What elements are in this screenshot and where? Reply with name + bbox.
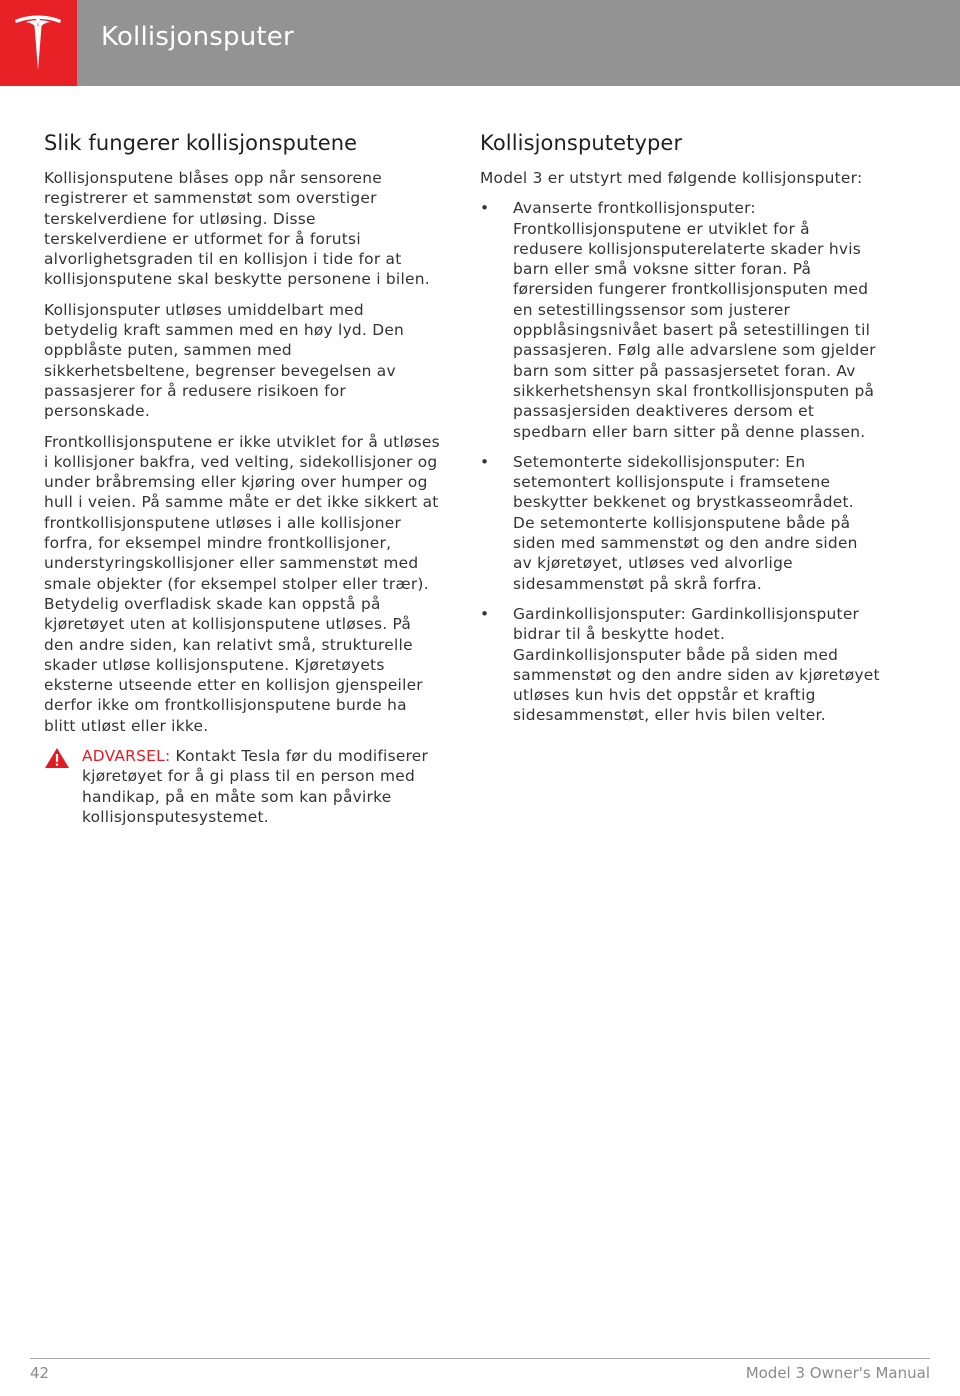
list-item-text: Gardinkollisjonsputer: Gardinkollisjonsputer bidrar til å beskytte hodet. Gardinkollisjonsputer både på siden med sammenstøt og den andre siden av kjøretøyet utløses kun hvis det oppstår et kraftig sidesammenstøt, eller hvis bilen velter. bbox=[513, 604, 880, 725]
warning-text: Kontakt Tesla før du modifiserer kjøretøyet for å gi plass til en person med handikap, på en måte som kan påvirke kollisjonsputesystemet. bbox=[82, 747, 429, 826]
list-item-text: Setemonterte sidekollisjonsputer: En setemontert kollisjonspute i framsetene beskytter bekkenet og brystkasseområdet. De setemonterte kollisjonsputene både på siden med sammenstøt og den andre siden av kjøretøyet, utløses ved alvorlige sidesammenstøt på skrå forfra. bbox=[513, 452, 858, 593]
left-paragraph: Kollisjonsputer utløses umiddelbart med betydelig kraft sammen med en høy lyd. Den oppblåste puten, sammen med sikkerhetsbeltene, begrenser bevegelsen av passasjerer for å redusere risikoen for personskade. bbox=[44, 300, 405, 421]
bullet: • bbox=[480, 199, 490, 218]
section-title: Kollisjonsputer bbox=[101, 22, 294, 52]
footer-divider bbox=[30, 1358, 930, 1359]
tesla-logo-icon bbox=[12, 14, 64, 72]
bullet: • bbox=[480, 604, 490, 623]
bullet: • bbox=[480, 452, 490, 471]
left-paragraph: Frontkollisjonsputene er ikke utviklet for å utløses i kollisjoner bakfra, ved velting, sidekollisjoner og under bråbremsing eller kjøring over humper og hull i veien. På samme måte er det ikke sikkert at frontkollisjonsputene utløses i alle kollisjoner forfra, for eksempel mindre frontkollisjoner, understyringskollisjoner eller sammenstøt med smale objekter (for eksempel stolper eller trær). Betydelig overfladisk skade kan oppstå på kjøretøyet uten at kollisjonsputene utløses. På den andre siden, kan relativt små, strukturelle skader utløse kollisjonsputene. Kjøretøyets eksterne utseende etter en kollisjon gjenspeiler derfor ikke om frontkollisjonsputene burde ha blitt utløst eller ikke. bbox=[44, 432, 440, 735]
warning-block bbox=[44, 746, 440, 827]
right-intro: Model 3 er utstyrt med følgende kollisjonsputer: bbox=[480, 169, 863, 187]
list-item bbox=[480, 452, 880, 594]
manual-name: Model 3 Owner's Manual bbox=[745, 1364, 930, 1382]
left-paragraph: Kollisjonsputene blåses opp når sensorene registrerer et sammenstøt som overstiger terskelverdiene for utløsing. Disse terskelverdiene er utformet for å forutsi alvorlighetsgraden til en kollisjon i tide for at kollisjonsputene skal beskytte personene i bilen. bbox=[44, 169, 430, 289]
list-item bbox=[480, 198, 880, 442]
left-heading: Slik fungerer kollisjonsputene bbox=[44, 131, 358, 155]
right-column bbox=[480, 128, 880, 736]
warning-triangle-icon bbox=[44, 747, 70, 769]
page-number: 42 bbox=[30, 1364, 50, 1382]
list-item bbox=[480, 604, 880, 726]
right-heading: Kollisjonsputetyper bbox=[480, 131, 683, 155]
airbag-type-list bbox=[480, 198, 880, 725]
left-column bbox=[44, 128, 440, 827]
list-item-text: Avanserte frontkollisjonsputer: Frontkollisjonsputene er utviklet for å redusere kollisjonsputerelaterte skader hvis barn eller små voksne sitter foran. På førersiden fungerer frontkollisjonsputen med en setestillingssensor som justerer oppblåsingsnivået basert på setestillingen til passasjeren. Følg alle advarslene som gjelder barn som sitter på passasjersetet foran. Av sikkerhetshensyn skal frontkollisjonsputen på passasjersiden deaktiveres dersom et spedbarn eller barn sitter på denne plassen. bbox=[513, 199, 876, 441]
logo-box bbox=[0, 0, 77, 86]
warning-label: ADVARSEL: bbox=[82, 747, 171, 766]
page-header bbox=[0, 0, 960, 86]
